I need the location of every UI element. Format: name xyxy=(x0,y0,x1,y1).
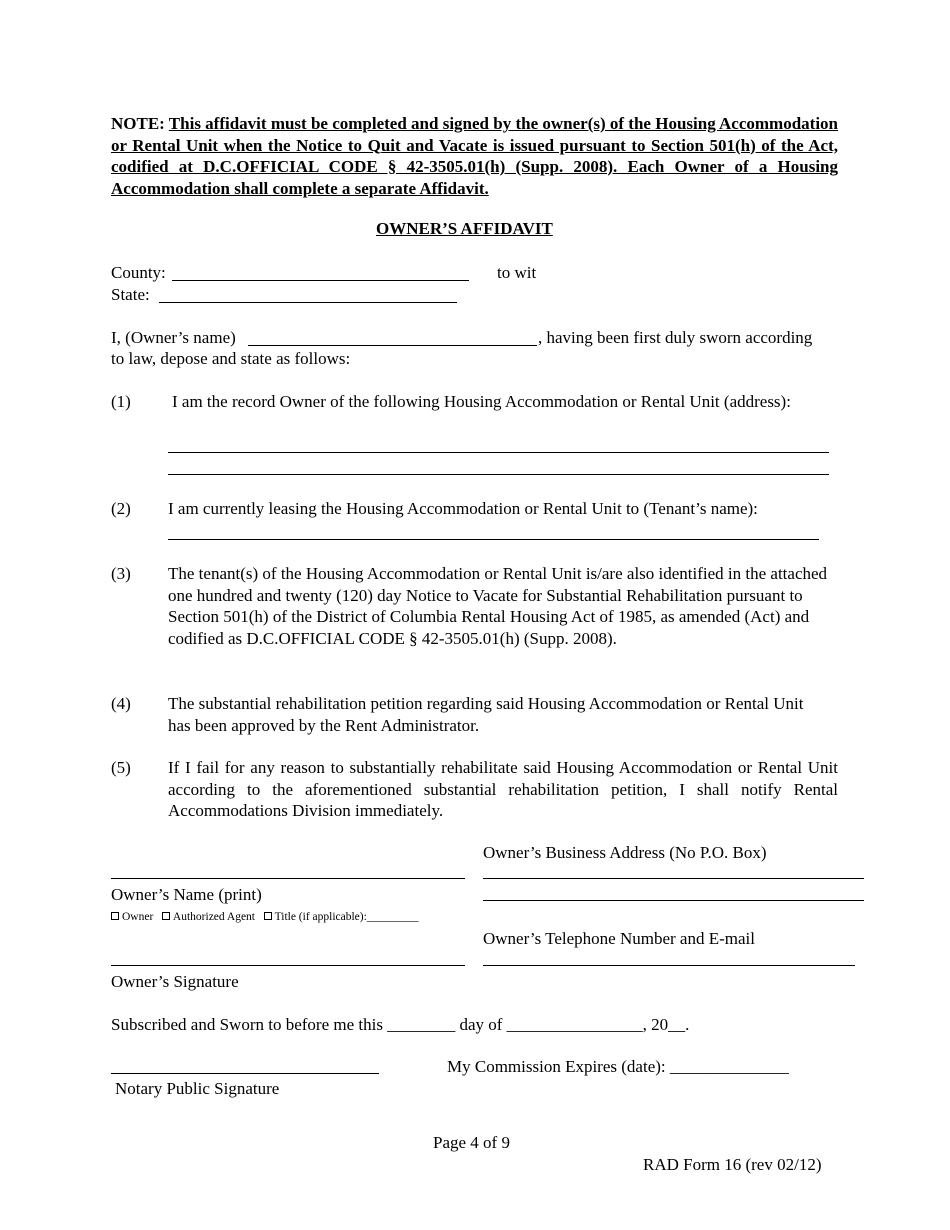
item-text: I am currently leasing the Housing Accommodation or Rental Unit to (Tenant’s name): xyxy=(168,499,758,518)
note-block xyxy=(111,113,838,199)
business-address-label: Owner’s Business Address (No P.O. Box) xyxy=(483,843,767,862)
notary-label: Notary Public Signature xyxy=(115,1079,280,1098)
item-number: (1) xyxy=(111,392,131,411)
owner-signature-label: Owner’s Signature xyxy=(111,972,239,991)
sworn-text: Subscribed and Sworn to before me this ________ day of ________________, 20__. xyxy=(111,1015,690,1034)
notary-signature-field[interactable] xyxy=(111,1073,379,1074)
title-checkbox[interactable] xyxy=(264,912,272,920)
page-number: Page 4 of 9 xyxy=(433,1133,510,1152)
business-address-field-1[interactable] xyxy=(483,878,864,879)
item-number: (5) xyxy=(111,758,131,777)
telephone-field[interactable] xyxy=(483,965,855,966)
agent-checkbox[interactable] xyxy=(162,912,170,920)
state-field[interactable] xyxy=(159,302,457,303)
commission-expires: My Commission Expires (date): ______________ xyxy=(447,1057,789,1076)
item-text: The tenant(s) of the Housing Accommodation or Rental Unit is/are also identified in the attached one hundred and twenty (120) day Notice to Vacate for Substantial Rehabilitation pursuant to Section 501(h) of the District of Columbia Rental Housing Act of 1985, as amended (Act) and codified as D.C.OFFICIAL CODE § 42-3505.01(h) (Supp. 2008). xyxy=(168,564,828,648)
business-address-field-2[interactable] xyxy=(483,900,864,901)
agent-checkbox-label: Authorized Agent xyxy=(172,911,255,923)
to-wit-text: to wit xyxy=(497,263,537,282)
item-text: If I fail for any reason to substantially rehabilitate said Housing Accommodation or Rental Unit according to the aforementioned substantial rehabilitation petition, I shall notify Rental Accommodations Division immediately. xyxy=(168,758,838,820)
telephone-label: Owner’s Telephone Number and E-mail xyxy=(483,929,755,948)
intro-suffix: , having been first duly sworn according xyxy=(538,328,813,347)
note-label: NOTE: xyxy=(111,114,165,133)
owner-name-label: Owner’s Name (print) xyxy=(111,885,262,904)
item-text: I am the record Owner of the following Housing Accommodation or Rental Unit (address): xyxy=(172,392,791,411)
owner-name-print-field[interactable] xyxy=(111,878,465,879)
owner-name-field[interactable] xyxy=(248,345,537,346)
item-number: (3) xyxy=(111,564,131,583)
owner-checkbox[interactable] xyxy=(111,912,119,920)
item-number: (4) xyxy=(111,694,131,713)
state-label: State: xyxy=(111,285,150,304)
county-field[interactable] xyxy=(172,280,469,281)
address-line-1[interactable] xyxy=(168,452,829,453)
page-title: OWNER’S AFFIDAVIT xyxy=(376,219,553,238)
intro-prefix: I, (Owner’s name) xyxy=(111,328,236,347)
note-text: This affidavit must be completed and signed by the owner(s) of the Housing Accommodation or Rental Unit when the Notice to Quit and Vacate is issued pursuant to Section 501(h) of the Act, codified at D.C.OFFICIAL CODE § 42-3505.01(h) (Supp. 2008). Each Owner of a Housing Accommodation shall complete a separate Affidavit. xyxy=(111,114,838,198)
item-text: The substantial rehabilitation petition regarding said Housing Accommodation or Rental Unit has been approved by the Rent Administrator. xyxy=(168,694,804,735)
form-id: RAD Form 16 (rev 02/12) xyxy=(643,1155,822,1174)
county-label: County: xyxy=(111,263,166,282)
intro-line2: to law, depose and state as follows: xyxy=(111,349,351,368)
capacity-checkboxes xyxy=(111,911,419,923)
title-checkbox-label: Title (if applicable):_________ xyxy=(274,911,419,923)
owner-signature-field[interactable] xyxy=(111,965,465,966)
item-number: (2) xyxy=(111,499,131,518)
address-line-2[interactable] xyxy=(168,474,829,475)
tenant-name-field[interactable] xyxy=(168,539,819,540)
owner-checkbox-label: Owner xyxy=(122,911,154,923)
